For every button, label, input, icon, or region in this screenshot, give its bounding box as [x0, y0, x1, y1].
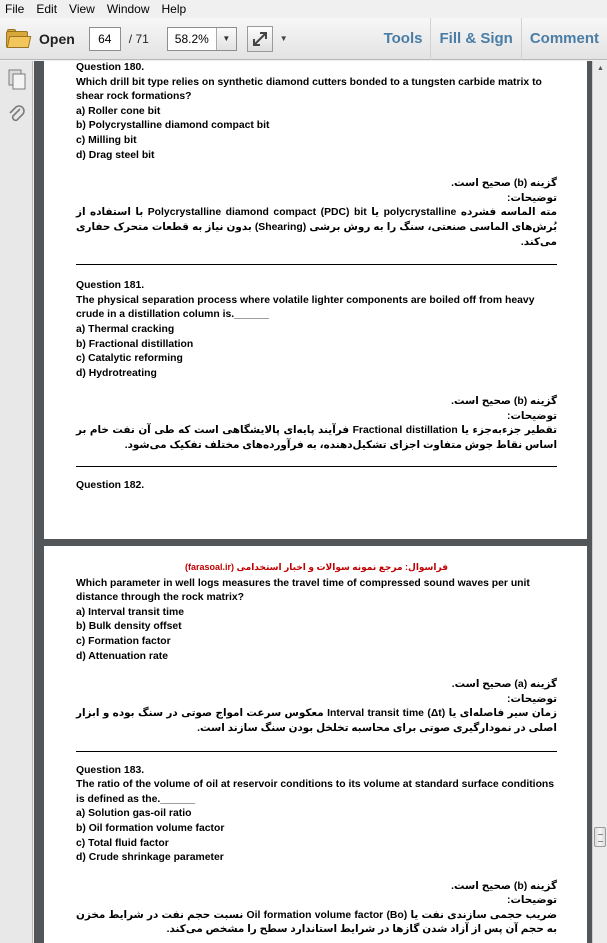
page-number-input[interactable]: 64 — [89, 27, 121, 51]
paperclip-icon — [7, 103, 27, 125]
page-content — [76, 61, 557, 493]
toolbar — [0, 18, 607, 60]
pdf-page — [44, 61, 587, 539]
explanation-label: توضیحات: — [507, 192, 557, 204]
explanation-text: مته الماسه فشرده polycrystalline یا Polycrystalline diamond compact (PDC) bit با استفاده از بُرش‌های الماسی صنعتی، سنگ را به روش برشی (Shearing) بدون نیاز به قطعات متحرک حفاری می‌کند. — [76, 207, 557, 248]
option: d) Drag steel bit — [76, 149, 155, 161]
attachments-button[interactable] — [0, 99, 33, 129]
page-content — [76, 560, 557, 938]
explanation-label: توضیحات: — [507, 693, 557, 705]
tools-button[interactable]: Tools — [383, 30, 423, 47]
scroll-up-icon[interactable]: ▲ — [597, 65, 604, 72]
option: d) Hydrotreating — [76, 367, 157, 379]
explanation-text: زمان سیر فاصله‌ای یا (Δt) Interval transit time معکوس سرعت امواج صوتی در سنگ بوده و ابزار اصلی در نمودارگیری صوتی برای محاسبه تخلخل بودن سنگ سازند است. — [76, 708, 557, 734]
answer-text: گزینه (b) صحیح است. — [451, 396, 557, 408]
explanation-label: توضیحات: — [507, 895, 557, 907]
answer-text: گزینه (b) صحیح است. — [451, 880, 557, 892]
zoom-select[interactable] — [167, 27, 237, 51]
expand-arrow-icon — [251, 30, 269, 48]
option: b) Fractional distillation — [76, 338, 194, 350]
comment-button[interactable]: Comment — [521, 18, 607, 60]
navigation-panel — [0, 61, 33, 943]
option: b) Bulk density offset — [76, 621, 182, 633]
option: a) Solution gas-oil ratio — [76, 808, 192, 820]
menu-view[interactable]: View — [69, 2, 95, 16]
folder-icon — [6, 29, 30, 49]
option: c) Milling bit — [76, 134, 137, 146]
document-view[interactable] — [34, 61, 592, 943]
question-text: The ratio of the volume of oil at reservoir conditions to its volume at standard surface conditions is defined as the.______ — [76, 779, 555, 805]
option: d) Attenuation rate — [76, 650, 168, 662]
option: a) Interval transit time — [76, 606, 184, 618]
page-total: / 71 — [128, 31, 149, 46]
menu-edit[interactable]: Edit — [36, 2, 58, 16]
option: a) Roller cone bit — [76, 105, 161, 117]
pages-icon — [7, 69, 27, 91]
resize-tool-button[interactable] — [247, 26, 273, 52]
option: c) Formation factor — [76, 635, 171, 647]
question-title: Question 183. — [76, 764, 145, 776]
question-title: Question 180. — [76, 62, 145, 73]
right-toolbar — [376, 18, 607, 60]
option: a) Thermal cracking — [76, 323, 175, 335]
page-thumbnails-button[interactable] — [0, 65, 33, 95]
menu-help[interactable]: Help — [161, 2, 187, 16]
question-title: Question 181. — [76, 280, 145, 292]
option: b) Polycrystalline diamond compact bit — [76, 120, 270, 132]
explanation-text: تقطیر جزء‌به‌جزء یا Fractional distillation فرآیند پایه‌ای پالایشگاهی است که طی آن نفت خام بر اساس نقاط جوش متفاوت اجزای تشکیل‌دهنده، به فرآورده‌های مختلف تفکیک می‌شود. — [76, 425, 558, 452]
pdf-page — [44, 546, 587, 943]
zoom-input[interactable]: 58.2% — [174, 31, 209, 46]
watermark-text: فراسوال: مرجع نمونه سوالات و اخبار استخدامی (farasoal.ir) — [185, 562, 448, 572]
answer-text: گزینه (b) صحیح است. — [451, 178, 557, 190]
question-text: The physical separation process where volatile lighter components are boiled off from heavy crude in a distillation column is.______ — [76, 294, 535, 321]
question-text: Which drill bit type relies on synthetic diamond cutters bonded to a tungsten carbide matrix to shear rock formations? — [76, 76, 542, 103]
scrollbar-thumb[interactable] — [594, 827, 606, 847]
option: b) Oil formation volume factor — [76, 822, 225, 834]
explanation-text: ضریب حجمی سازندی نفت یا (Bo) Oil formation volume factor نسبت حجم نفت در شرایط مخزن به حجم آن پس از آزاد شدن گازها در شرایط استاندارد سطح را مشخص می‌کند. — [76, 909, 557, 936]
option: d) Crude shrinkage parameter — [76, 852, 224, 864]
vertical-scrollbar[interactable] — [592, 61, 607, 943]
open-button[interactable] — [6, 24, 75, 54]
chevron-down-icon[interactable]: ▼ — [216, 28, 236, 50]
option: c) Catalytic reforming — [76, 353, 183, 365]
menu-bar — [0, 0, 607, 18]
menu-window[interactable]: Window — [106, 2, 150, 16]
question-title: Question 182. — [76, 479, 145, 491]
fill-sign-button[interactable]: Fill & Sign — [430, 18, 520, 60]
open-label: Open — [39, 30, 75, 47]
explanation-label: توضیحات: — [507, 410, 557, 422]
answer-text: گزینه (a) صحیح است. — [451, 679, 557, 691]
tool-options-chevron-icon[interactable]: ▼ — [279, 34, 288, 43]
question-text: Which parameter in well logs measures the travel time of compressed sound waves per unit distance through the rock matrix? — [76, 577, 530, 604]
menu-file[interactable]: File — [5, 2, 25, 16]
option: c) Total fluid factor — [76, 837, 169, 849]
